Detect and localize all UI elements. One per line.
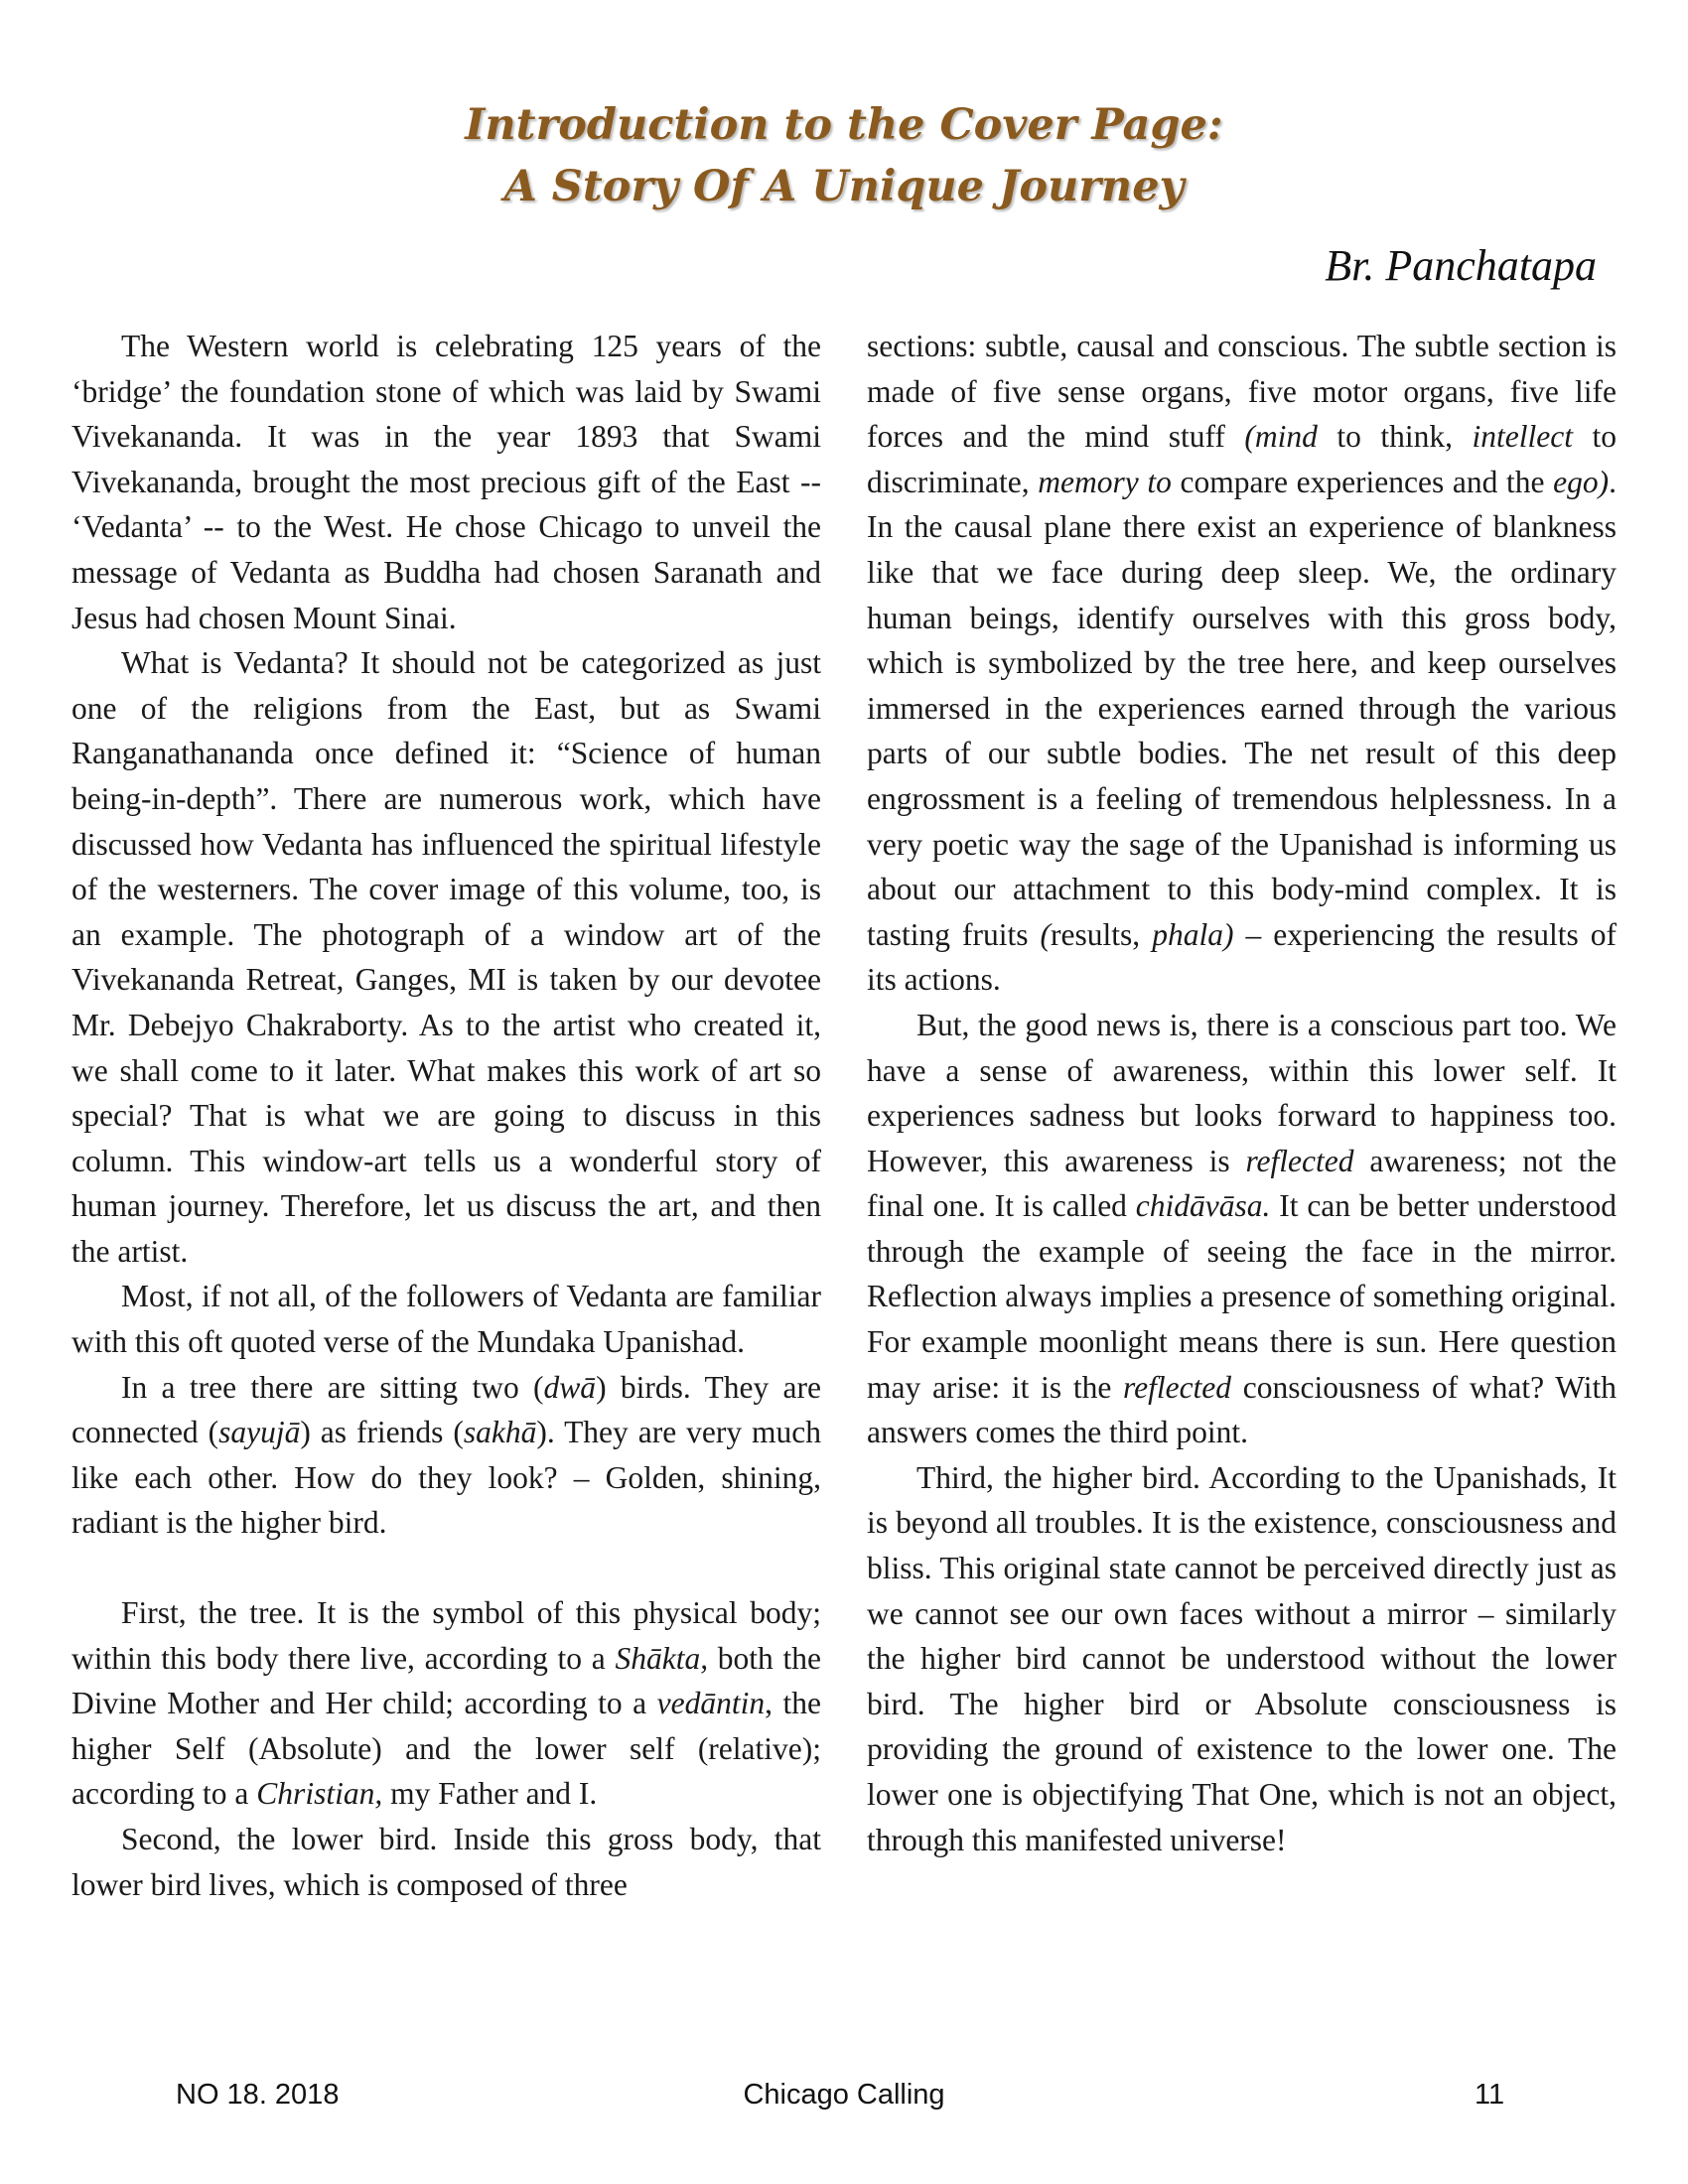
paragraph: But, the good news is, there is a conscious part too. We have a sense of awareness, within this lower self. It experiences sadness but looks forward to happiness too. However, this awareness is reflected awareness; not the final one. It is called chidāvāsa. It can be better understood through the example of seeing the face in the mirror. Reflection always implies a presence of something original. For example moonlight means there is sun. Here question may arise: it is the reflected consciousness of what? With answers comes the third point.: [867, 1007, 1618, 1450]
paragraph: Most, if not all, of the followers of Vedanta are familiar with this oft quoted verse of the Mundaka Upanishad.: [71, 1279, 821, 1360]
left-column: [71, 324, 821, 1907]
paragraph: Second, the lower bird. Inside this gross body, that lower bird lives, which is composed of three: [71, 1822, 821, 1902]
author-name: Br. Panchatapa: [1325, 241, 1597, 290]
title-line-2: A Story Of A Unique Journey: [503, 162, 1185, 211]
footer-publication: Chicago Calling: [743, 2079, 945, 2111]
right-column: [867, 324, 1617, 1862]
paragraph: Third, the higher bird. According to the Upanishads, It is beyond all troubles. It is the existence, consciousness and bliss. This original state cannot be perceived directly just as we cannot see our own faces without a mirror – similarly the higher bird cannot be understood without the lower bird. The higher bird or Absolute consciousness is providing the ground of existence to the lower one. The lower one is objectifying That One, which is not an object, through this manifested universe!: [867, 1459, 1617, 1857]
paragraph: sections: subtle, causal and conscious. The subtle section is made of five sense organs, five motor organs, five life forces and the mind stuff (mind to think, intellect to discriminate, memory to compare experiences and the ego). In the causal plane there exist an experience of blankness like that we face during deep sleep. We, the ordinary human beings, identify ourselves with this gross body, which is symbolized by the tree here, and keep ourselves immersed in the experiences earned through the various parts of our subtle bodies. The net result of this deep engrossment is a feeling of tremendous helplessness. In a very poetic way the sage of the Upanishad is informing us about our attachment to this body-mind complex. It is tasting fruits (results, phala) – experiencing the results of its actions.: [867, 329, 1617, 998]
footer-page-number: 11: [1475, 2079, 1505, 2111]
paragraph: What is Vedanta? It should not be categorized as just one of the religions from the East, but as Swami Ranganathananda once defined it: “Science of human being-in-depth”. There are numerous work, which have discussed how Vedanta has influenced the spiritual lifestyle of the westerners. The cover image of this volume, too, is an example. The photograph of a window art of the Vivekananda Retreat, Ganges, MI is taken by our devotee Mr. Debejyo Chakraborty. As to the artist who created it, we shall come to it later. What makes this work of art so special? That is what we are going to discuss in this column. This window-art tells us a wonderful story of human journey. Therefore, let us discuss the art, and then the artist.: [71, 645, 821, 1269]
paragraph: The Western world is celebrating 125 years of the ‘bridge’ the foundation stone of which was laid by Swami Vivekananda. It was in the year 1893 that Swami Vivekananda, brought the most precious gift of the East -- ‘Vedanta’ -- to the West. He chose Chicago to unveil the message of Vedanta as Buddha had chosen Saranath and Jesus had chosen Mount Sinai.: [71, 329, 821, 635]
footer-issue: NO 18. 2018: [176, 2079, 340, 2111]
paragraph: First, the tree. It is the symbol of this physical body; within this body there live, according to a Shākta, both the Divine Mother and Her child; according to a vedāntin, the higher Self (Absolute) and the lower self (relative); according to a Christian, my Father and I.: [71, 1595, 821, 1812]
title-line-1: Introduction to the Cover Page:: [465, 100, 1223, 150]
paragraph: In a tree there are sitting two (dwā) birds. They are connected (sayujā) as friends (sakhā). They are very much like each other. How do they look? – Golden, shining, radiant is the higher bird.: [71, 1369, 821, 1541]
page-title: [0, 94, 1688, 217]
page-footer: [0, 2079, 1688, 2118]
